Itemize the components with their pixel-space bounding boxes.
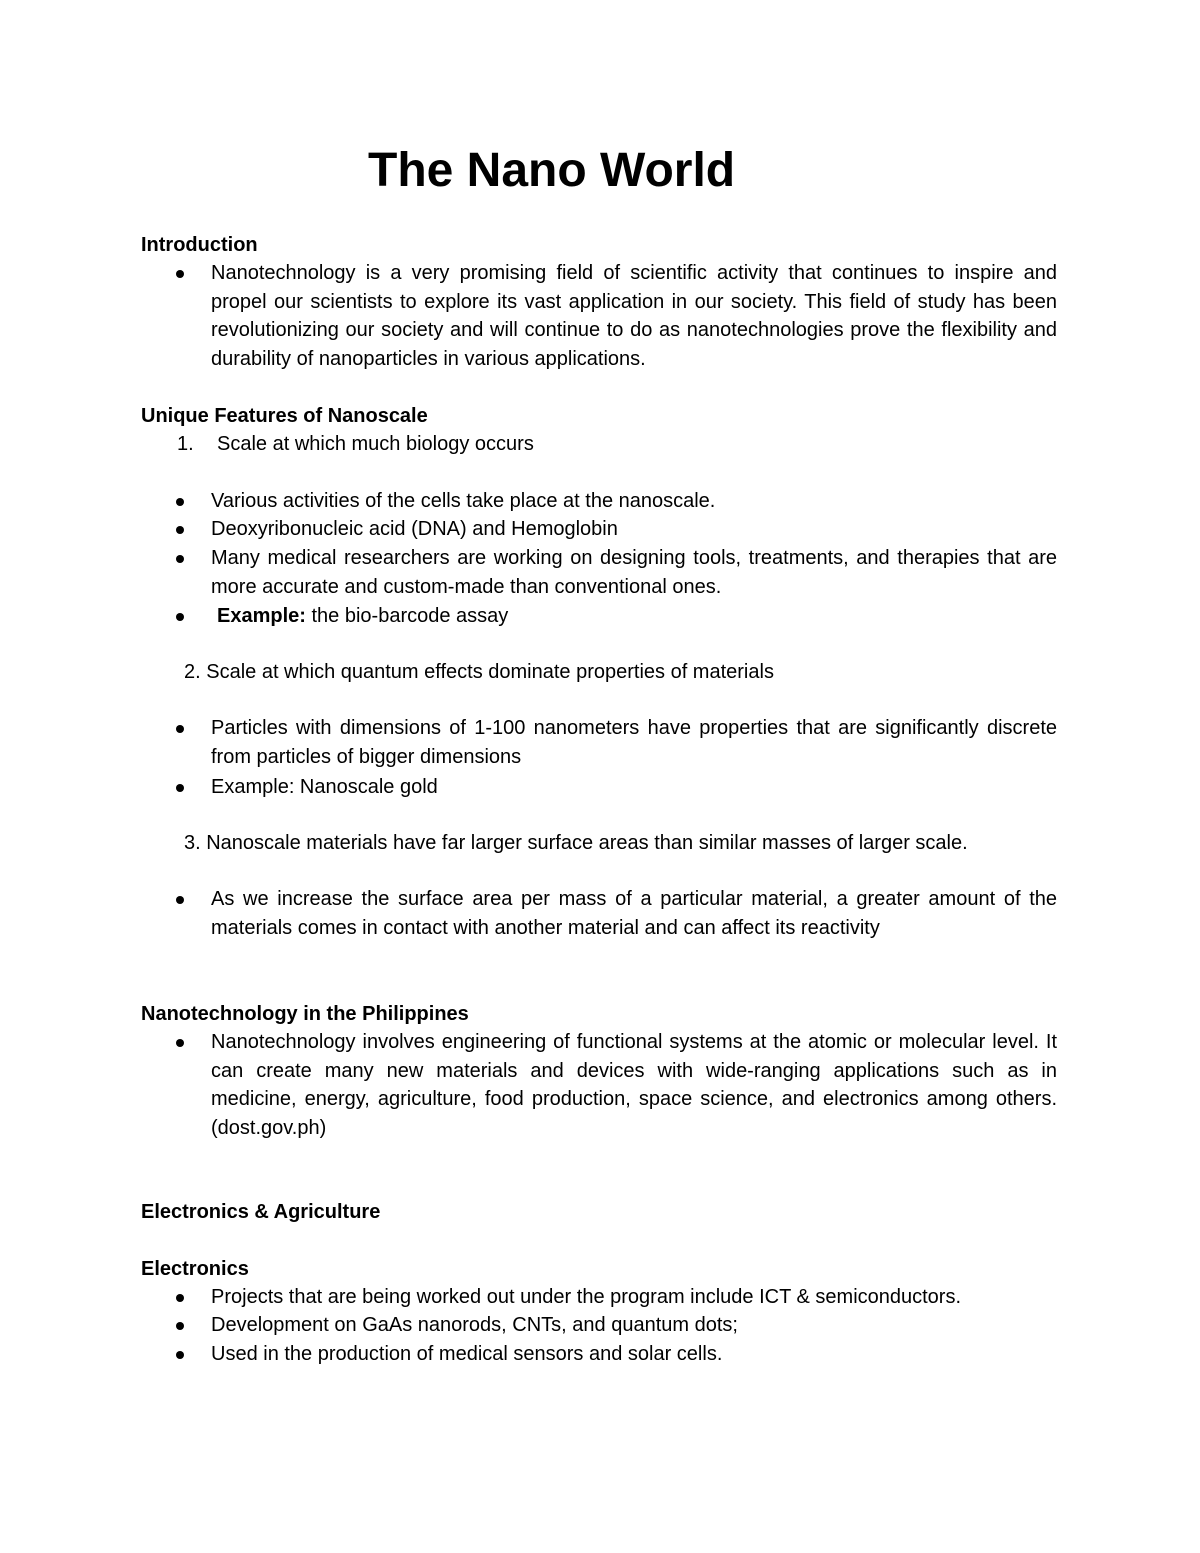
bullet-icon [176,613,184,621]
list-number-1: 1. [177,433,194,455]
heading-unique-features: Unique Features of Nanoscale [141,405,428,427]
bullet-icon [176,1294,184,1302]
electronics-bullet-3: Used in the production of medical sensors and solar cells. [211,1343,723,1365]
item3-bullet-1: As we increase the surface area per mass of a particular material, a greater amount of the materials comes in contact with another material and can affect its reactivity [211,888,1057,939]
example-label: Example: [217,605,306,627]
list-item-1-text: Scale at which much biology occurs [217,433,534,455]
bullet-icon [176,784,184,792]
item1-bullet-1: Various activities of the cells take place at the nanoscale. [211,490,716,512]
list-item-3-text: 3. Nanoscale materials have far larger surface areas than similar masses of larger scale. [184,832,968,854]
item2-bullet-1: Particles with dimensions of 1-100 nanometers have properties that are significantly discrete from particles of bigger dimensions [211,717,1057,768]
electronics-bullet-2: Development on GaAs nanorods, CNTs, and quantum dots; [211,1314,738,1336]
bullet-icon [176,896,184,904]
ph-bullet-1: Nanotechnology involves engineering of functional systems at the atomic or molecular level. It can create many new materials and devices with wide-ranging applications such as in medicine, energy, agriculture, food production, space science, and electronics among others. (dost.gov.ph) [211,1031,1057,1140]
heading-electronics: Electronics [141,1258,249,1280]
item1-bullet-2: Deoxyribonucleic acid (DNA) and Hemoglobin [211,518,618,540]
bullet-icon [176,725,184,733]
bullet-icon [176,526,184,534]
heading-philippines: Nanotechnology in the Philippines [141,1003,469,1025]
bullet-icon [176,1351,184,1359]
item1-bullet-3: Many medical researchers are working on designing tools, treatments, and therapies that are more accurate and custom-made than conventional ones. [211,547,1057,598]
bullet-icon [176,1322,184,1330]
electronics-bullet-1: Projects that are being worked out under the program include ICT & semiconductors. [211,1286,962,1308]
heading-introduction: Introduction [141,234,258,256]
bullet-icon [176,498,184,506]
document-title: The Nano World [368,144,736,197]
example-text: the bio-barcode assay [305,605,509,627]
item2-bullet-2: Example: Nanoscale gold [211,776,438,798]
heading-electronics-agriculture: Electronics & Agriculture [141,1201,381,1223]
bullet-icon [176,270,184,278]
bullet-icon [176,1039,184,1047]
list-item-2-text: 2. Scale at which quantum effects dominate properties of materials [184,661,774,683]
intro-bullet-1: Nanotechnology is a very promising field of scientific activity that continues to inspire and propel our scientists to explore its vast application in our society. This field of study has been revolutionizing our society and will continue to do as nanotechnologies prove the flexibility and durability of nanoparticles in various applications. [211,262,1057,371]
bullet-icon [176,555,184,563]
item1-bullet-4 [217,602,1063,631]
